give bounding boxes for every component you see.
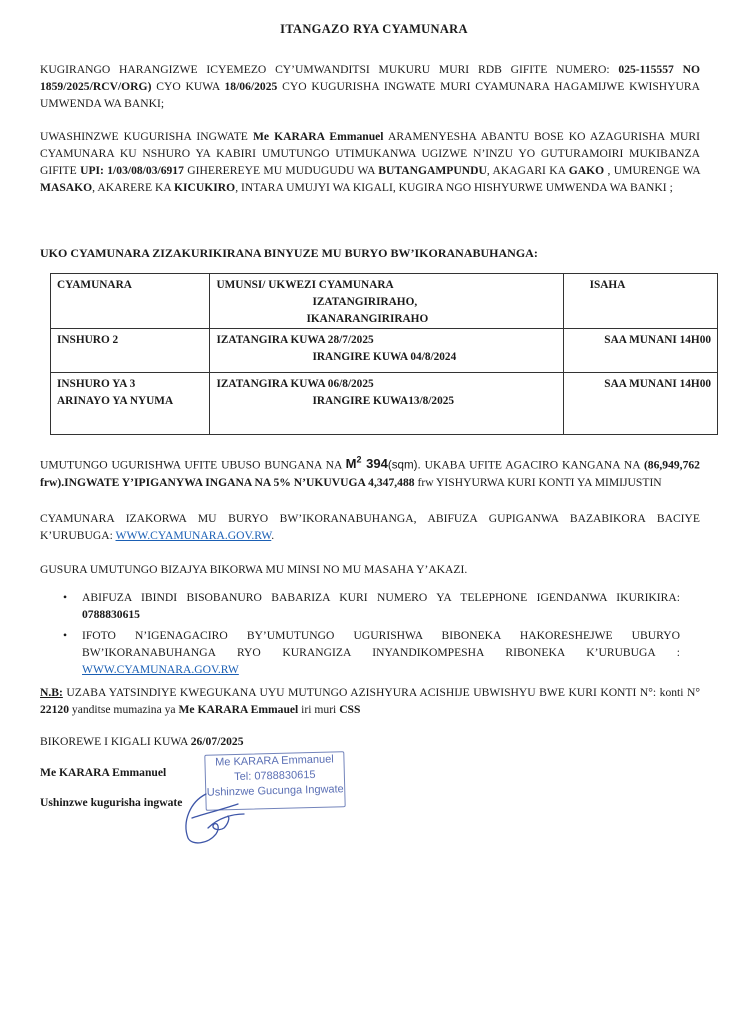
- header-time: [563, 274, 717, 329]
- stamp-line2: Tel: 0788830615: [234, 768, 316, 784]
- bullet-text: ABIFUZA IBINDI BISOBANURO BABARIZA KURI NUMERO YA TELEPHONE IGENDANWA IKURIKIRA:: [82, 591, 680, 604]
- note-text-2: yanditse mumazina ya: [71, 703, 176, 716]
- property-value: (86,949,762 frw).: [40, 458, 700, 490]
- online-text: CYAMUNARA IZAKORWA MU BURYO BW’IKORANABUHANGA, ABIFUZA GUPIGANWA BAZABIKORA BACIYE K’URUBUGA:: [40, 512, 700, 542]
- header-dates: [210, 274, 563, 329]
- start-date: IZATANGIRA KUWA 28/7/2025: [216, 334, 374, 346]
- done-at-line: [40, 733, 700, 750]
- property-text-2: UKABA UFITE AGACIRO KANGANA NA: [424, 458, 641, 472]
- note-paragraph: [40, 684, 700, 718]
- list-item: [60, 589, 680, 623]
- intro-text: KUGIRANGO HARANGIZWE ICYEMEZO CY’UMWANDITSI MUKURU MURI RDB GIFITE NUMERO:: [40, 63, 610, 76]
- mandate-text-5: , UMURENGE WA: [604, 164, 700, 177]
- table-row: [51, 329, 718, 373]
- account-number: 22120: [40, 703, 69, 716]
- bullet-text: IFOTO N’IGENAGACIRO BY’UMUTUNGO UGURISHWA BIBONEKA HAKORESHEJWE UBURYO BW’IKORANABUHANGA RYO KURANGIZA INYANDIKOMPESHA RIBONEKA K’URUBUGA :: [82, 629, 680, 659]
- signer-name: Me KARARA Emmanuel: [40, 766, 167, 779]
- area-superscript: 2: [356, 455, 362, 465]
- start-date: IZATANGIRA KUWA 06/8/2025: [216, 378, 374, 390]
- online-end: .: [271, 529, 275, 542]
- account-holder: Me KARARA Emmauel: [178, 703, 299, 716]
- stamp-line1: Me KARARA Emmanuel: [215, 753, 334, 769]
- done-date: 26/07/2025: [190, 735, 244, 748]
- end-date: IRANGIRE KUWA 04/8/2024: [312, 351, 457, 363]
- signature-icon: [178, 788, 248, 850]
- property-upi: UPI: 1/03/08/03/6917: [80, 164, 184, 177]
- intro-text-2: CYO KUWA: [156, 80, 220, 93]
- property-paragraph: [40, 451, 700, 492]
- note-label: N.B:: [40, 686, 63, 699]
- phone-number: 0788830615: [82, 608, 140, 621]
- row-time: SAA MUNANI 14H00: [563, 329, 717, 373]
- village-name: BUTANGAMPUNDU: [378, 164, 487, 177]
- round-label: INSHURO YA 3: [57, 378, 136, 390]
- note-text: UZABA YATSINDIYE KWEGUKANA UYU MUTUNGO AZISHYURA ACISHIJE UBWISHYU BWE KURI KONTI N°: konti N°: [66, 686, 701, 699]
- header-dates-line1: UMUNSI/ UKWEZI CYAMUNARA: [216, 279, 394, 291]
- row-round: [51, 373, 210, 435]
- cyamunara-website-link[interactable]: WWW.CYAMUNARA.GOV.RW: [82, 663, 239, 676]
- mandate-text-6: , AKARERE KA: [92, 181, 172, 194]
- mandate-paragraph: [40, 128, 700, 196]
- area-unit: M: [345, 456, 357, 472]
- table-row: [51, 373, 718, 435]
- stamp-line3: Ushinzwe Gucunga Ingwate: [206, 783, 344, 799]
- bullet-icon: •: [63, 629, 68, 642]
- header-dates-line3: IKANARANGIRIRAHO: [306, 313, 429, 325]
- auction-schedule-table: [50, 273, 718, 435]
- deposit-amount: INGWATE Y’IPIGANYWA INGANA NA 5% N’UKUVUGA 4,347,488: [64, 476, 415, 490]
- bank-name: CSS: [339, 703, 361, 716]
- notice-title: ITANGAZO RYA CYAMUNARA: [280, 22, 468, 36]
- intro-paragraph: [40, 61, 700, 112]
- sector-name: MASAKO: [40, 181, 93, 194]
- header-auction: CYAMUNARA: [51, 274, 210, 329]
- property-text-3: frw YISHYURWA KURI KONTI YA MIMIJUSTIN: [417, 476, 662, 490]
- header-dates-line2: IZATANGIRIRAHO,: [312, 296, 418, 308]
- area-value: 394: [366, 456, 388, 472]
- row-round: [51, 329, 210, 373]
- cell-name: GAKO: [568, 164, 605, 177]
- mandate-text-4: , AKAGARI KA: [486, 164, 566, 177]
- cyamunara-website-link[interactable]: WWW.CYAMUNARA.GOV.RW: [115, 529, 272, 542]
- mandate-text-2: ARAMENYESHA ABANTU BOSE KO AZAGURISHA MURI CYAMUNARA KU NSHURO YA KABIRI UMUTUNGO UTIMUKANWA UGIZWE N’INZU YO GUTURAMOIRI MUKIBANZA GIFITE: [40, 130, 700, 177]
- agent-name: KARARA Emmanuel: [274, 130, 384, 143]
- mandate-text: UWASHINZWE KUGURISHA INGWATE: [40, 130, 248, 143]
- row-dates: [210, 373, 563, 435]
- case-number: 025-115557 NO 1859/2025/RCV/ORG): [40, 63, 700, 93]
- signer-role: Ushinzwe kugurisha ingwate: [40, 796, 183, 809]
- row-dates: [210, 329, 563, 373]
- area-sqm: (sqm).: [387, 458, 421, 472]
- note-text-3: iri muri: [301, 703, 337, 716]
- round-label: INSHURO 2: [57, 334, 119, 346]
- bullet-icon: •: [63, 591, 68, 604]
- district-name: KICUKIRO: [174, 181, 236, 194]
- done-text: BIKOREWE I KIGALI KUWA: [40, 735, 188, 748]
- list-item: [60, 627, 680, 678]
- auction-schedule-heading: UKO CYAMUNARA ZIZAKURIKIRANA BINYUZE MU BURYO BW’IKORANABUHANGA:: [40, 246, 538, 260]
- mandate-text-3: GIHEREREYE MU MUDUGUDU WA: [187, 164, 375, 177]
- mandate-text-7: , INTARA UMUJYI WA KIGALI, KUGIRA NGO HISHYURWE UMWENDA WA BANKI ;: [235, 181, 673, 194]
- online-auction-paragraph: [40, 510, 700, 544]
- row-time: SAA MUNANI 14H00: [563, 373, 717, 435]
- intro-text-3: CYO KUGURISHA INGWATE MURI CYAMUNARA HAGAMIJWE KWISHYURA UMWENDA WA BANKI;: [40, 80, 700, 110]
- agent-title: Me: [252, 130, 270, 143]
- visit-paragraph: GUSURA UMUTUNGO BIZAJYA BIKORWA MU MINSI NO MU MASAHA Y’AKAZI.: [40, 563, 468, 576]
- round-label-2: ARINAYO YA NYUMA: [57, 395, 174, 407]
- end-date: IRANGIRE KUWA13/8/2025: [312, 395, 455, 407]
- table-header-row: [51, 274, 718, 329]
- case-date: 18/06/2025: [224, 80, 278, 93]
- header-time-label: ISAHA: [589, 279, 626, 291]
- property-text: UMUTUNGO UGURISHWA UFITE UBUSO BUNGANA NA: [40, 458, 342, 472]
- info-bullet-list: [60, 589, 680, 682]
